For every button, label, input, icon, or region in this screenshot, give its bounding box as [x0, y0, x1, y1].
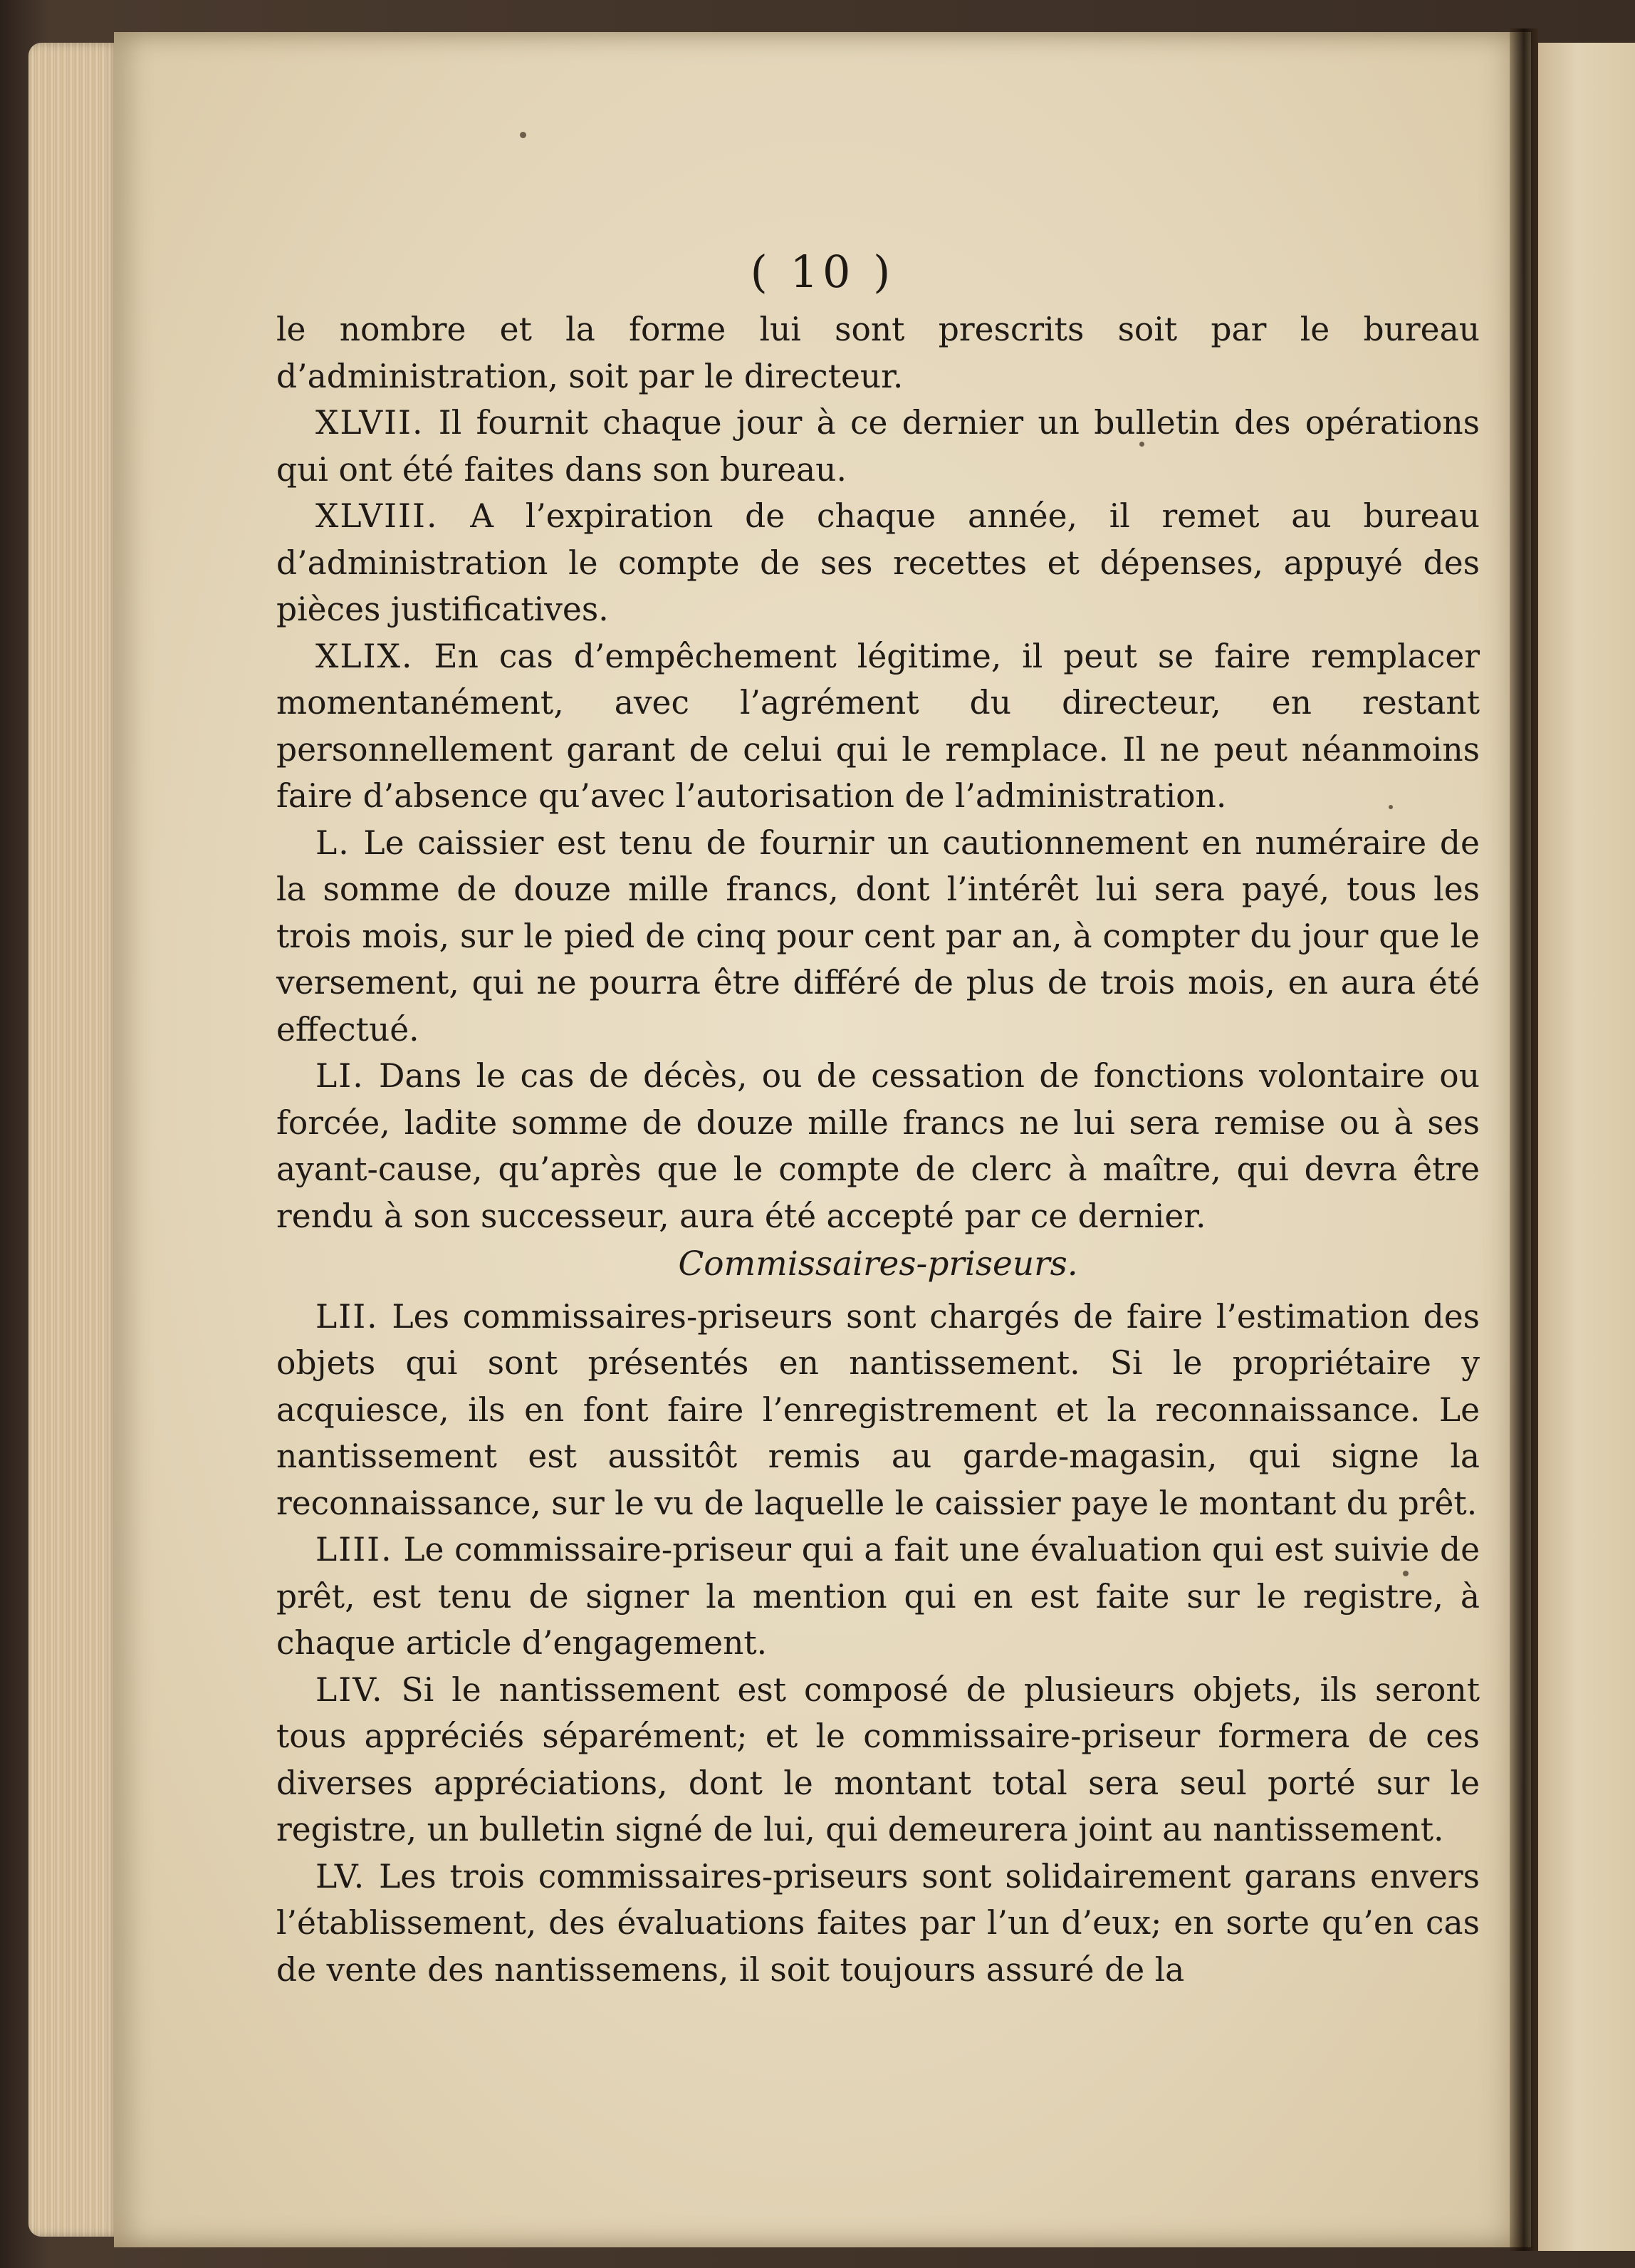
page-number-header: ( 10 ) — [750, 246, 895, 298]
book-gutter — [1510, 28, 1538, 2251]
article-number: LIII. — [315, 1531, 393, 1569]
paragraph-continuation — [276, 306, 1480, 400]
article-l — [276, 820, 1480, 1054]
paragraph-text: Dans le cas de décès, ou de cessation de fonctions volontaire ou forcée, ladite somme de douze mille francs ne lui sera remise ou à ses ayant-cause, qu’après que le compte de clerc à maître, qui devra être rendu à son successeur, aura été accepté par ce dernier. — [276, 1057, 1480, 1235]
article-xlix — [276, 633, 1480, 820]
article-number: XLIX. — [315, 637, 414, 675]
article-xlviii — [276, 493, 1480, 633]
article-xlvii — [276, 400, 1480, 493]
article-number: L. — [315, 823, 350, 862]
article-number: LI. — [315, 1057, 365, 1095]
paragraph-text: Les trois commissaires-priseurs sont solidairement garans envers l’établissement, des évaluations faites par l’un d’eux; en sorte qu’en cas de vente des nantissemens, il soit toujours assuré de la — [276, 1857, 1480, 1989]
page-body — [276, 306, 1480, 1993]
paper-speck — [1389, 805, 1393, 809]
paragraph-text: Le commissaire-priseur qui a fait une évaluation qui est suivie de prêt, est tenu de signer la mention qui en est faite sur le registre, à chaque article d’engagement. — [276, 1531, 1480, 1662]
paragraph-text: Il fournit chaque jour à ce dernier un bulletin des opérations qui ont été faites dans son bureau. — [276, 404, 1480, 489]
section-title: Commissaires-priseurs. — [678, 1244, 1078, 1284]
paragraph-text: A l’expiration de chaque année, il remet au bureau d’administration le compte de ses recettes et dépenses, appuyé des pièces justificatives. — [276, 497, 1480, 628]
paragraph-text: En cas d’empêchement légitime, il peut se faire remplacer momentanément, avec l’agrément du directeur, en restant personnellement garant de celui qui le remplace. Il ne peut néanmoins faire d’absence qu’avec l’autorisation de l’administration. — [276, 637, 1480, 815]
paper-speck — [1403, 1571, 1409, 1576]
article-number: LII. — [315, 1297, 379, 1336]
paragraph-text: le nombre et la forme lui sont prescrits soit par le bureau d’administration, soit par le directeur. — [276, 311, 1480, 395]
book-page-edges — [28, 43, 121, 2237]
book-page — [114, 32, 1531, 2247]
paragraph-text: Les commissaires-priseurs sont chargés de faire l’estimation des objets qui sont présentés en nantissement. Si le propriétaire y acquiesce, ils en font faire l’enregistrement et la reconnaissance. Le nantissement est aussitôt remis au garde-magasin, qui signe la reconnaissance, sur le vu de laquelle le caissier paye le montant du prêt. — [276, 1297, 1480, 1522]
article-liii — [276, 1526, 1480, 1667]
article-lv — [276, 1853, 1480, 1994]
paper-speck — [520, 132, 526, 138]
facing-page-fragment — [1538, 43, 1635, 2251]
article-number: XLVII. — [315, 404, 424, 442]
article-li — [276, 1053, 1480, 1239]
paper-speck — [1139, 442, 1144, 447]
article-liv — [276, 1667, 1480, 1853]
article-number: LV. — [315, 1857, 366, 1895]
article-lii — [276, 1294, 1480, 1527]
article-number: LIV. — [315, 1670, 384, 1709]
paragraph-text: Si le nantissement est composé de plusieurs objets, ils seront tous appréciés séparément; et le commissaire-priseur formera de ces diverses appréciations, dont le montant total sera seul porté sur le registre, un bulletin signé de lui, qui demeurera joint au nantissement. — [276, 1670, 1480, 1848]
paragraph-text: Le caissier est tenu de fournir un cautionnement en numéraire de la somme de douze mille francs, dont l’intérêt lui sera payé, tous les trois mois, sur le pied de cinq pour cent par an, à compter du jour que le versement, qui ne pourra être différé de plus de trois mois, en aura été effectué. — [276, 823, 1480, 1049]
article-number: XLVIII. — [315, 497, 439, 535]
